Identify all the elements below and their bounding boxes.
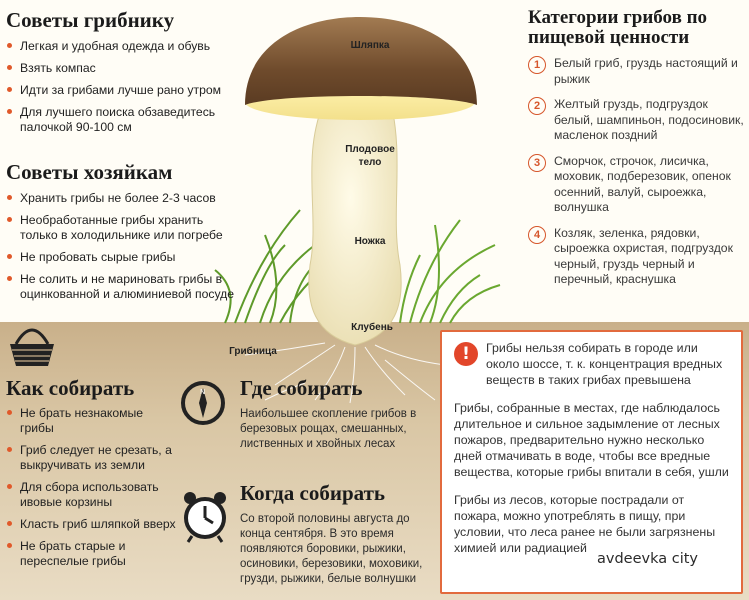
list-item: Класть гриб шляпкой вверх [6, 517, 176, 532]
category-text: Желтый груздь, подгруздок белый, шампиньон, подосиновик, масленок поздний [554, 97, 744, 142]
housewife-tips-list [6, 191, 236, 302]
gatherer-tips-list [6, 39, 241, 135]
tuber-label: Клубень [351, 322, 393, 333]
gatherer-tips-title: Советы грибнику [6, 8, 175, 32]
basket-icon [6, 320, 58, 370]
where-to-collect-title: Где собирать [240, 376, 363, 400]
list-item: Гриб следует не срезать, а выкручивать из земли [6, 443, 176, 473]
category-number: 3 [528, 154, 546, 172]
where-to-collect-text: Наибольшее скопление грибов в березовых рощах, смешанных, лиственных и хвойных лесах [240, 408, 417, 450]
category-text: Сморчок, строчок, лисичка, моховик, подберезовик, опенок осенний, валуй, сыроежка, волнушка [554, 153, 731, 214]
category-item [528, 154, 744, 216]
list-item: Не брать старые и переспелые грибы [6, 539, 176, 569]
list-item: Легкая и удобная одежда и обувь [6, 39, 241, 54]
how-to-collect-section [6, 376, 176, 576]
how-to-collect-title: Как собирать [6, 376, 135, 400]
list-item: Хранить грибы не более 2-3 часов [6, 191, 236, 206]
gatherer-tips-section [6, 8, 241, 142]
when-to-collect-title: Когда собирать [240, 481, 386, 505]
stem-label: Ножка [354, 236, 386, 247]
alarm-clock-icon [182, 488, 228, 544]
when-to-collect-text: Со второй половины августа до конца сентября. В это время появляются боровики, рыжики, осиновики, березовики, моховики, грузди, рыжики, белые волнушки [240, 513, 423, 585]
cap-label: Шляпка [350, 40, 390, 51]
housewife-tips-title: Советы хозяйкам [6, 160, 173, 184]
svg-text:N: N [200, 388, 206, 396]
categories-title: Категории грибов по пищевой ценности [528, 7, 708, 48]
category-number: 2 [528, 97, 546, 115]
category-number: 1 [528, 56, 546, 74]
exclamation-icon: ! [454, 342, 478, 366]
category-item [528, 97, 744, 144]
category-item [528, 56, 744, 87]
warning-paragraph [454, 340, 731, 388]
list-item: Не солить и не мариновать грибы в оцинкованной и алюминиевой посуде [6, 272, 236, 302]
housewife-tips-section [6, 160, 236, 309]
watermark-logo: avdeevka city [597, 551, 698, 567]
category-text: Белый гриб, груздь настоящий и рыжик [554, 56, 738, 86]
how-to-collect-list [6, 406, 176, 569]
categories-list [528, 56, 744, 288]
category-number: 4 [528, 226, 546, 244]
mycelium-label: Грибница [229, 346, 277, 357]
warning-paragraph: Грибы из лесов, которые пострадали от пожара, можно употреблять в пищу, при условии, что леса ранее не были загрязнены химией или радиацией [454, 493, 716, 555]
list-item: Не пробовать сырые грибы [6, 250, 236, 265]
where-to-collect-section [240, 376, 430, 452]
category-text: Козляк, зеленка, рядовки, сыроежка охристая, подгруздок черный, груздь черный и перечный, краснушка [554, 225, 733, 286]
body-label: Плодовое тело [345, 144, 395, 168]
list-item: Необработанные грибы хранить только в холодильнике или погребе [6, 213, 236, 243]
grass-right [400, 220, 500, 323]
list-item: Взять компас [6, 61, 241, 76]
list-item: Для сбора использовать ивовые корзины [6, 480, 176, 510]
category-item [528, 226, 744, 288]
compass-icon [180, 380, 226, 426]
list-item: Идти за грибами лучше рано утром [6, 83, 241, 98]
list-item: Не брать незнакомые грибы [6, 406, 176, 436]
list-item: Для лучшего поиска обзаведитесь палочкой 90-100 см [6, 105, 241, 135]
when-to-collect-section [240, 481, 430, 587]
warning-text: Грибы нельзя собирать в городе или около шоссе, т. к. концентрация вредных веществ в таких грибах превышена [486, 341, 723, 387]
categories-section [528, 8, 744, 298]
warning-paragraph: Грибы, собранные в местах, где наблюдалось длительное и сильное задымление от лесных пожаров, предварительно нужно несколько дней отмачивать в воде, чтобы все вредные вещества, которые грибы впитали в себя, ушли [454, 401, 729, 479]
